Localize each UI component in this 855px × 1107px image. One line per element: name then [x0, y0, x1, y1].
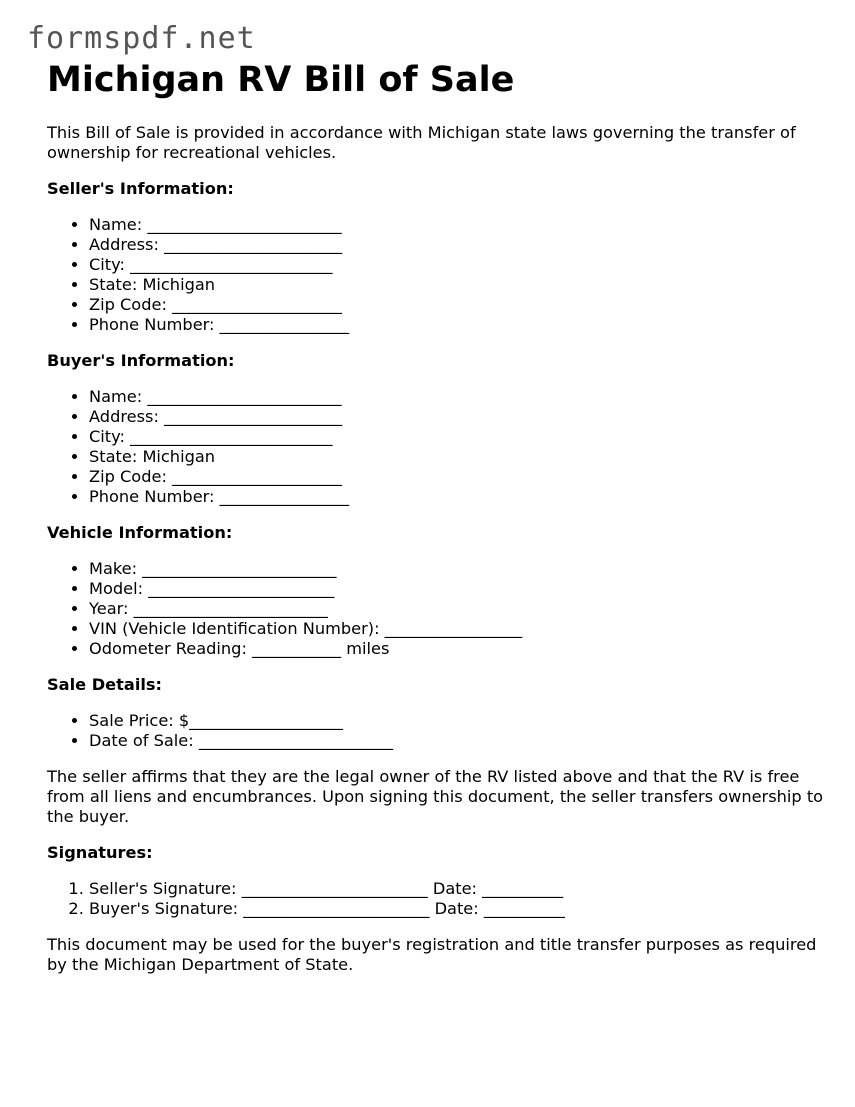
buyer-state-field: • State: Michigan	[89, 447, 827, 467]
bill-of-sale-document	[47, 58, 827, 975]
signatures-heading: Signatures:	[47, 843, 153, 862]
vehicle-odometer-field: • Odometer Reading: ___________ miles	[89, 639, 827, 659]
seller-signature-line: 1. Seller's Signature: _______________________ Date: __________	[89, 879, 827, 899]
sale-price-field: • Sale Price: $___________________	[89, 711, 827, 731]
vehicle-list	[47, 559, 827, 659]
seller-address-field: • Address: ______________________	[89, 235, 827, 255]
seller-heading: Seller's Information:	[47, 179, 234, 198]
buyer-name-field: • Name: ________________________	[89, 387, 827, 407]
seller-state-field: • State: Michigan	[89, 275, 827, 295]
signatures-list	[47, 879, 827, 919]
buyer-signature-line: 2. Buyer's Signature: _______________________ Date: __________	[89, 899, 827, 919]
sale-date-field: • Date of Sale: ________________________	[89, 731, 827, 751]
vehicle-heading: Vehicle Information:	[47, 523, 233, 542]
buyer-zip-field: • Zip Code: _____________________	[89, 467, 827, 487]
buyer-heading: Buyer's Information:	[47, 351, 235, 370]
vehicle-year-field: • Year: ________________________	[89, 599, 827, 619]
sale-heading: Sale Details:	[47, 675, 163, 694]
intro-paragraph: This Bill of Sale is provided in accordance with Michigan state laws governing the transfer of ownership for recreational vehicles.	[47, 123, 796, 162]
vehicle-vin-field: • VIN (Vehicle Identification Number): _________________	[89, 619, 827, 639]
seller-list	[47, 215, 827, 335]
seller-name-field: • Name: ________________________	[89, 215, 827, 235]
closing-paragraph: This document may be used for the buyer's registration and title transfer purposes as required by the Michigan Department of State.	[47, 935, 817, 974]
buyer-address-field: • Address: ______________________	[89, 407, 827, 427]
buyer-city-field: • City: _________________________	[89, 427, 827, 447]
vehicle-make-field: • Make: ________________________	[89, 559, 827, 579]
document-title: Michigan RV Bill of Sale	[47, 60, 515, 100]
affirmation-paragraph: The seller affirms that they are the legal owner of the RV listed above and that the RV is free from all liens and encumbrances. Upon signing this document, the seller transfers ownership to the buyer.	[47, 767, 824, 826]
sale-list	[47, 711, 827, 751]
seller-zip-field: • Zip Code: _____________________	[89, 295, 827, 315]
buyer-phone-field: • Phone Number: ________________	[89, 487, 827, 507]
buyer-list	[47, 387, 827, 507]
vehicle-model-field: • Model: _______________________	[89, 579, 827, 599]
seller-city-field: • City: _________________________	[89, 255, 827, 275]
seller-phone-field: • Phone Number: ________________	[89, 315, 827, 335]
site-watermark: formspdf.net	[27, 21, 256, 56]
